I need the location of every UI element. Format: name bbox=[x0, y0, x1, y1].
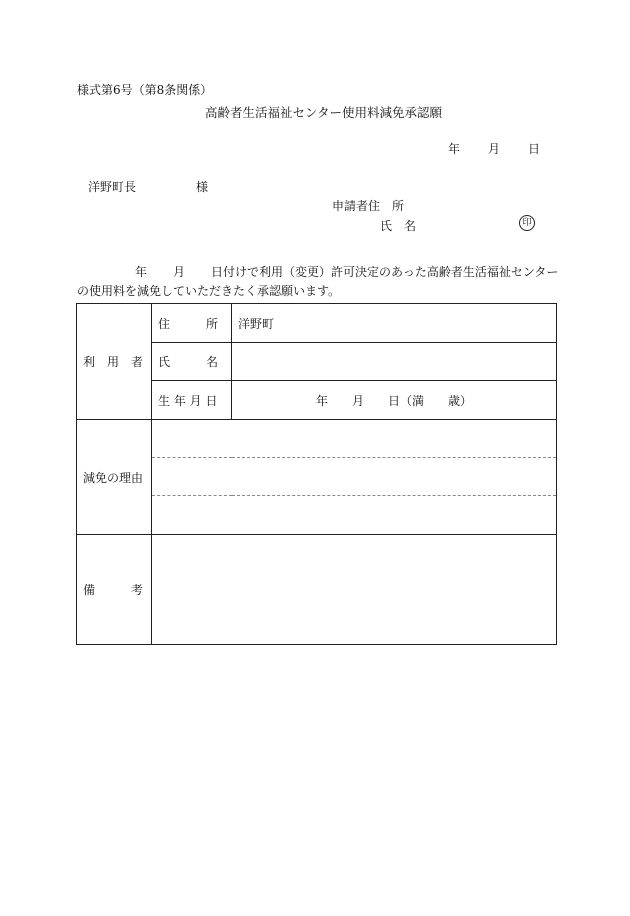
form-number-label: 様式第6号（第8条関係） bbox=[77, 83, 213, 97]
birthdate-field[interactable]: 年 月 日（満 歳） bbox=[232, 381, 557, 420]
statement-text: 日付けで利用（変更）許可決定のあった高齢者生活福祉センターの使用料を減免していただきたく承認願います。 bbox=[77, 265, 559, 298]
applicant-address-label: 住 所 bbox=[368, 199, 405, 213]
user-name-label: 氏 名 bbox=[152, 343, 232, 381]
application-form-table bbox=[76, 303, 557, 645]
user-name-field[interactable] bbox=[232, 343, 557, 381]
reason-line-3[interactable] bbox=[152, 496, 557, 535]
date-month: 月 bbox=[488, 142, 501, 156]
reason-label: 減免の理由 bbox=[77, 420, 152, 535]
applicant-name-label: 氏 名 bbox=[380, 219, 417, 233]
remarks-field[interactable] bbox=[152, 535, 557, 645]
date-year: 年 bbox=[448, 142, 461, 156]
table-row bbox=[77, 535, 557, 645]
statement-year: 年 bbox=[135, 265, 148, 279]
request-statement bbox=[77, 263, 559, 301]
remarks-label: 備 考 bbox=[77, 535, 152, 645]
seal-mark: 印 bbox=[519, 215, 535, 231]
user-address-label: 住 所 bbox=[152, 304, 232, 343]
date-day: 日 bbox=[528, 142, 541, 156]
table-row bbox=[77, 420, 557, 458]
birthdate-label: 生 年 月 日 bbox=[152, 381, 232, 420]
user-section-label: 利 用 者 bbox=[77, 304, 152, 420]
statement-month: 月 bbox=[173, 265, 186, 279]
application-date bbox=[448, 143, 540, 155]
reason-line-1[interactable] bbox=[152, 420, 557, 458]
user-address-value[interactable]: 洋野町 bbox=[232, 304, 557, 343]
table-row bbox=[77, 304, 557, 343]
addressee-name: 洋野町長 bbox=[88, 180, 137, 194]
reason-line-2[interactable] bbox=[152, 458, 557, 496]
document-title: 高齢者生活福祉センター使用料減免承認願 bbox=[205, 105, 443, 120]
applicant-label: 申請者 bbox=[332, 199, 369, 213]
addressee-honorific: 様 bbox=[196, 180, 209, 194]
